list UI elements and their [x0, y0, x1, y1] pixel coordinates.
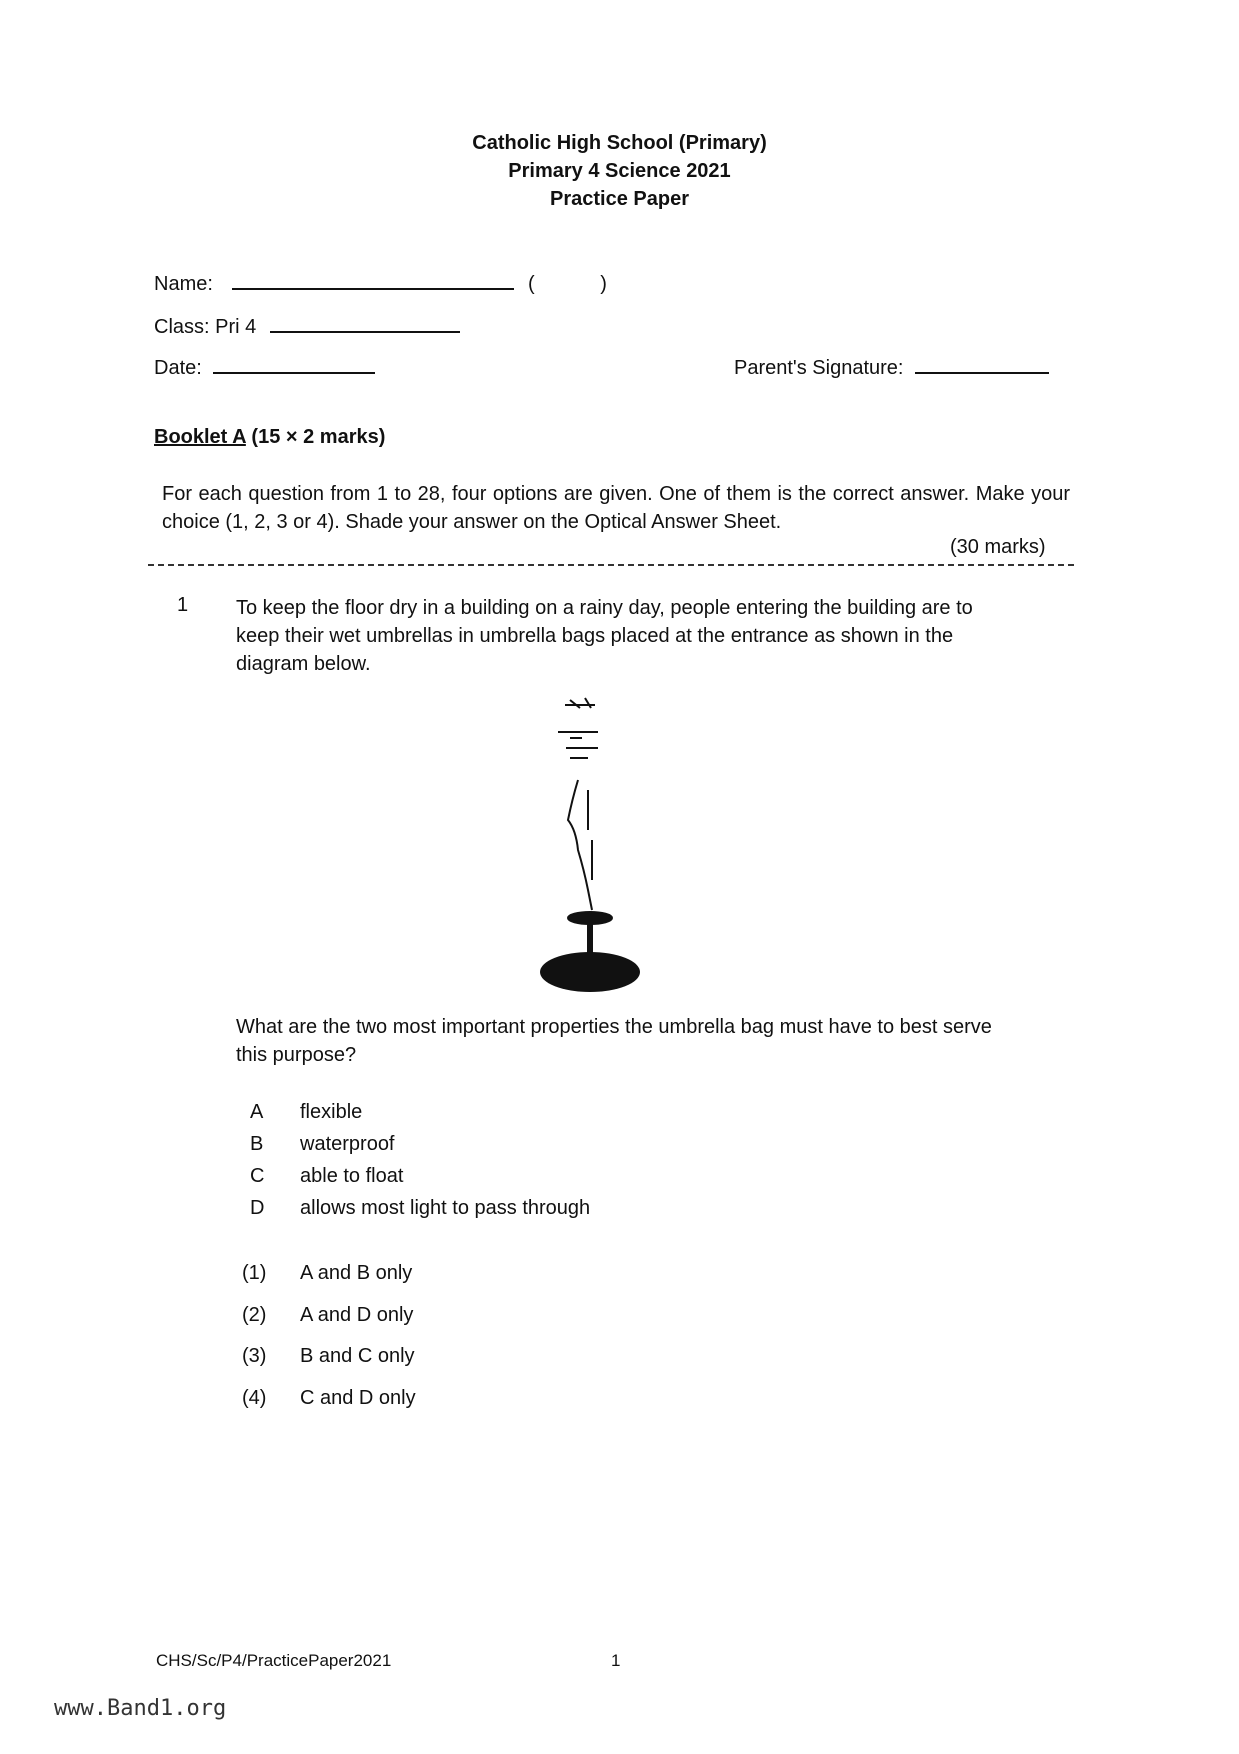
option-text: A and D only — [300, 1303, 414, 1326]
section-title: Booklet A — [154, 426, 246, 448]
question-stem: To keep the floor dry in a building on a rainy day, people entering the building are to keep their wet umbrellas in umbrella bags placed at the entrance as shown in the diagram below. — [236, 597, 973, 675]
statement-item — [250, 1192, 590, 1224]
question-number: 1 — [177, 594, 189, 616]
statement-letter: D — [250, 1197, 265, 1219]
footer-code: CHS/Sc/P4/PracticePaper2021 — [156, 1651, 392, 1670]
name-blank — [232, 284, 514, 290]
statement-text: flexible — [300, 1101, 363, 1123]
statement-letter: A — [250, 1101, 264, 1123]
name-label: Name: — [154, 273, 213, 295]
statement-letter: C — [250, 1165, 265, 1187]
answer-option-3[interactable] — [242, 1336, 416, 1378]
class-field[interactable] — [154, 316, 460, 339]
class-label: Class: Pri 4 — [154, 316, 257, 338]
instructions-divider — [148, 564, 1074, 566]
section-heading — [154, 426, 385, 449]
answer-option-2[interactable] — [242, 1295, 416, 1337]
paper-subject: Primary 4 Science 2021 — [508, 160, 731, 182]
date-label: Date: — [154, 357, 202, 379]
date-field[interactable] — [154, 357, 375, 380]
option-text: C and D only — [300, 1386, 416, 1409]
class-blank — [270, 327, 460, 333]
watermark: www.Band1.org — [54, 1696, 227, 1721]
statement-text: allows most light to pass through — [300, 1197, 591, 1219]
signature-label: Parent's Signature: — [734, 357, 904, 379]
umbrella-bag-icon — [558, 698, 612, 924]
statement-item — [250, 1160, 590, 1192]
paper-title: Practice Paper — [550, 188, 689, 210]
total-marks: (30 marks) — [950, 536, 1046, 558]
signature-field[interactable] — [734, 357, 1049, 380]
statement-letter: B — [250, 1133, 264, 1155]
date-blank — [213, 368, 375, 374]
answer-option-4[interactable] — [242, 1378, 416, 1420]
statement-text: able to float — [300, 1165, 404, 1187]
statement-item — [250, 1096, 590, 1128]
umbrella-bag-stand-diagram — [530, 690, 650, 995]
option-text: B and C only — [300, 1345, 415, 1367]
instructions: For each question from 1 to 28, four options are given. One of them is the correct answer. Make your choice (1, 2, 3 or 4). Shade your answer on the Optical Answer Sheet. — [162, 483, 1070, 533]
answer-option-1[interactable] — [242, 1253, 416, 1295]
question-prompt: What are the two most important properties the umbrella bag must have to best serve this purpose? — [236, 1016, 992, 1066]
option-number: (4) — [242, 1386, 267, 1409]
stand-pole — [587, 920, 593, 956]
section-marks: (15 × 2 marks) — [251, 426, 386, 448]
school-name: Catholic High School (Primary) — [472, 132, 767, 154]
answer-options — [242, 1253, 416, 1419]
option-number: (1) — [242, 1262, 267, 1284]
page-number: 1 — [611, 1651, 621, 1670]
option-text: A and B only — [300, 1262, 413, 1284]
statement-item — [250, 1128, 590, 1160]
option-number: (3) — [242, 1345, 267, 1367]
statement-list — [250, 1096, 590, 1224]
index-open: ( — [528, 273, 535, 295]
name-field[interactable] — [154, 273, 607, 296]
statement-text: waterproof — [300, 1133, 395, 1155]
stand-base — [540, 952, 640, 992]
option-number: (2) — [242, 1303, 267, 1326]
index-close: ) — [600, 273, 607, 295]
signature-blank — [915, 368, 1049, 374]
